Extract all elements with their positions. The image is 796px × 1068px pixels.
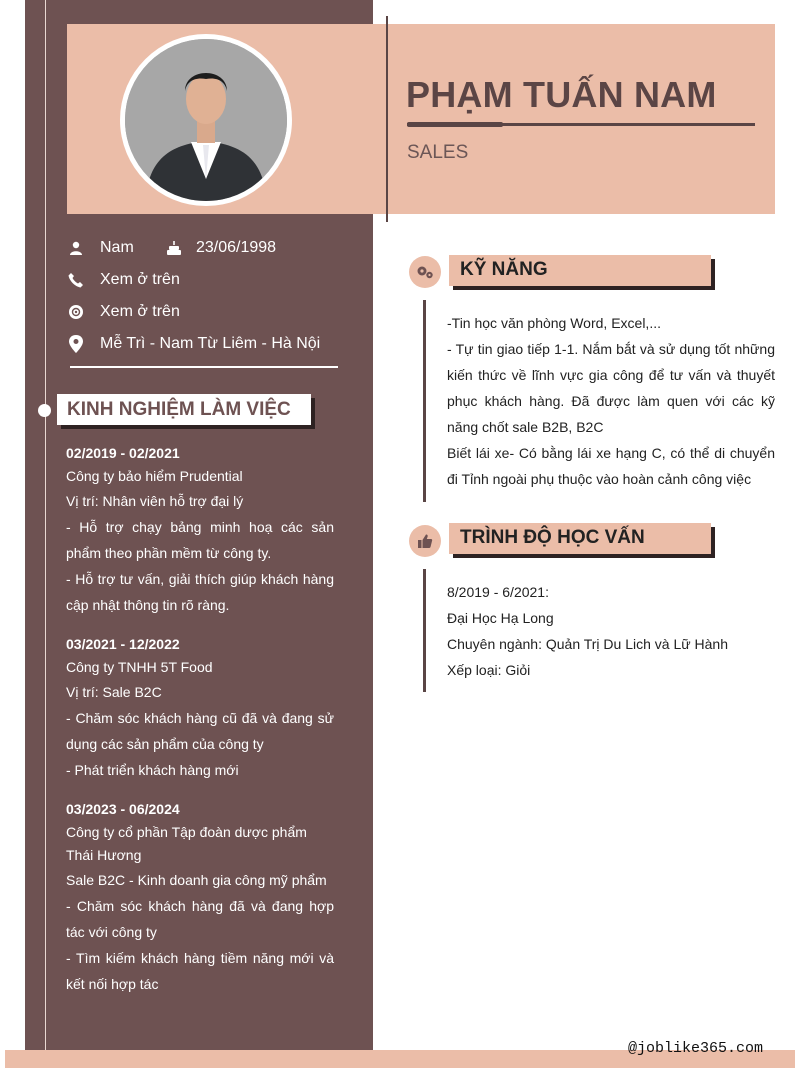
education-body <box>447 579 775 683</box>
skills-rule <box>423 300 426 502</box>
timeline-dot <box>38 404 51 417</box>
education-rule <box>423 569 426 692</box>
experience-date: 02/2019 - 02/2021 <box>66 445 180 461</box>
birthday-value: 23/06/1998 <box>196 239 277 256</box>
experience-duty: - Chăm sóc khách hàng cũ đã và đang sử dụng các sản phẩm của công ty <box>66 710 334 752</box>
education-heading: TRÌNH ĐỘ HỌC VẤN <box>460 527 645 548</box>
experience-role: Vị trí: Nhân viên hỗ trợ đại lý <box>66 493 244 509</box>
experience-company: Công ty bảo hiểm Prudential <box>66 468 243 484</box>
experience-duty: - Hỗ trợ chạy bảng minh hoạ các sản phẩm theo phần mềm từ công ty. <box>66 519 334 561</box>
header-divider <box>386 16 388 222</box>
gender-value: Nam <box>100 239 134 256</box>
experience-item <box>66 798 334 997</box>
experience-duty: - Hỗ trợ tư vấn, giải thích giúp khách hàng cập nhật thông tin rõ ràng. <box>66 571 334 613</box>
education-line: 8/2019 - 6/2021: <box>447 584 549 600</box>
contact-phone <box>68 271 180 289</box>
education-line: Chuyên ngành: Quản Trị Du Lich và Lữ Hành <box>447 636 728 652</box>
candidate-position: SALES <box>407 142 469 163</box>
education-line: Xếp loại: Giỏi <box>447 662 531 678</box>
address-value: Mễ Trì - Nam Từ Liêm - Hà Nội <box>100 335 321 352</box>
experience-date: 03/2023 - 06/2024 <box>66 801 180 817</box>
contact-address <box>68 335 320 353</box>
experience-company: Công ty TNHH 5T Food <box>66 659 213 675</box>
experience-heading: KINH NGHIỆM LÀM VIỆC <box>67 399 291 420</box>
education-line: Đại Học Hạ Long <box>447 610 554 626</box>
experience-heading-tab <box>57 394 311 425</box>
experience-role: Sale B2C - Kinh doanh gia công mỹ phẩm <box>66 872 327 888</box>
gears-icon <box>409 256 441 288</box>
thumbs-up-icon <box>409 525 441 557</box>
skills-line: Biết lái xe- Có bằng lái xe hạng C, có thể di chuyển đi Tỉnh ngoài phụ thuộc vào hoàn cảnh công việc <box>447 445 775 487</box>
skills-heading: KỸ NĂNG <box>460 259 548 280</box>
experience-item <box>66 633 334 783</box>
experience-item <box>66 442 334 618</box>
skills-line: -Tin học văn phòng Word, Excel,... <box>447 315 661 331</box>
experience-duty: - Tìm kiếm khách hàng tiềm năng mới và kết nối hợp tác <box>66 950 334 992</box>
location-pin-icon <box>68 336 84 352</box>
phone-icon <box>68 272 84 288</box>
skills-body <box>447 310 775 492</box>
experience-company: Công ty cổ phần Tập đoàn dược phẩm Thái Hương <box>66 824 307 863</box>
contact-email <box>68 303 180 321</box>
skills-heading-tab <box>449 255 711 286</box>
email-at-icon <box>68 304 84 320</box>
birthday-cake-icon <box>166 240 182 256</box>
contact-gender <box>68 239 134 257</box>
contact-birthday <box>166 239 276 257</box>
experience-role: Vị trí: Sale B2C <box>66 684 162 700</box>
experience-date: 03/2021 - 12/2022 <box>66 636 180 652</box>
footer-band-left <box>25 1050 373 1068</box>
email-value: Xem ở trên <box>100 303 180 320</box>
phone-value: Xem ở trên <box>100 271 180 288</box>
name-underline-accent <box>407 122 503 127</box>
education-heading-tab <box>449 523 711 554</box>
experience-duty: - Chăm sóc khách hàng đã và đang hợp tác với công ty <box>66 898 334 940</box>
avatar <box>125 39 287 201</box>
sidebar-guide-line <box>45 0 46 1068</box>
user-icon <box>68 240 84 256</box>
skills-line: - Tự tin giao tiếp 1-1. Nắm bắt và sử dụng tốt những kiến thức về lĩnh vực gia công để tư vấn và thuyết phục khách hàng. Đã được làm quen với các kỹ năng chốt sale B2B, B2C <box>447 341 775 435</box>
watermark: @joblike365.com <box>628 1040 764 1057</box>
candidate-name: PHẠM TUẤN NAM <box>406 74 717 115</box>
contact-separator <box>70 366 338 368</box>
experience-duty: - Phát triển khách hàng mới <box>66 762 239 778</box>
